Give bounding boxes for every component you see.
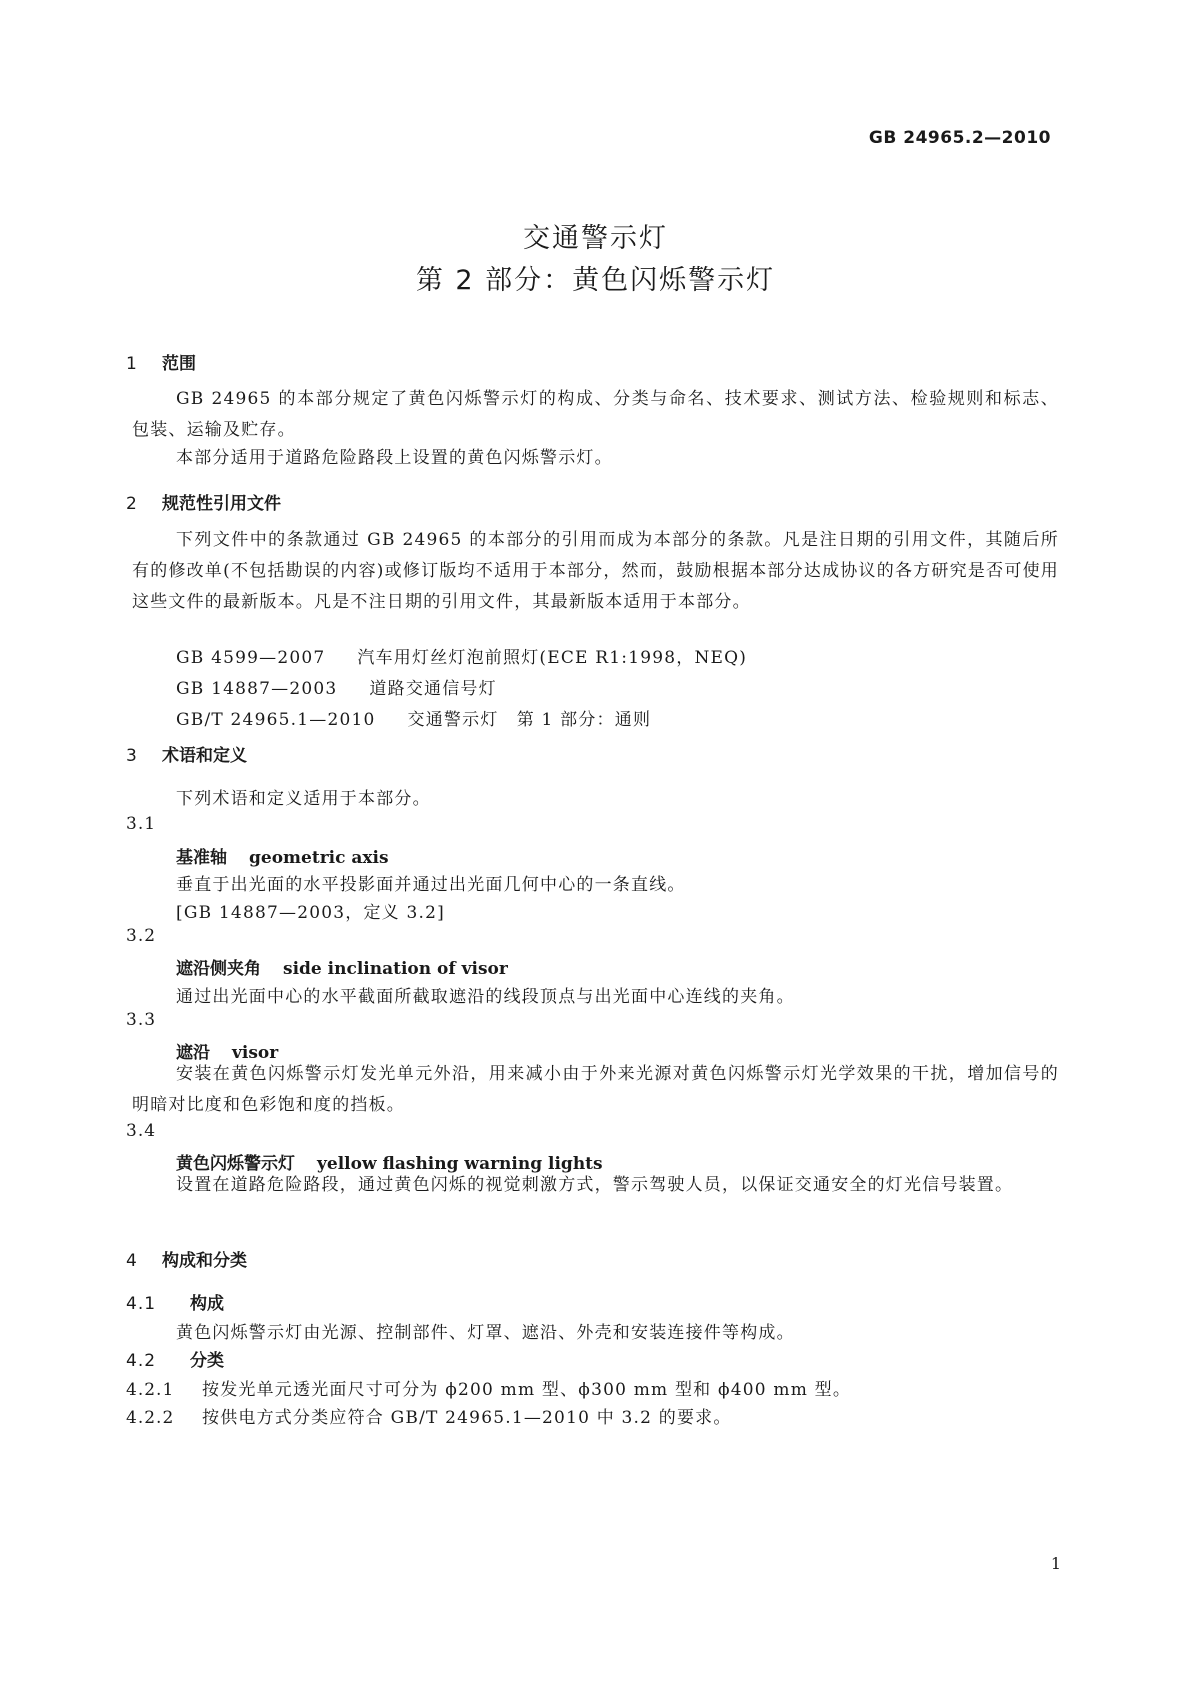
reference-title: 汽车用灯丝灯泡前照灯(ECE R1:1998，NEQ) [357, 648, 748, 668]
reference-item [176, 705, 651, 730]
term-entry [176, 954, 508, 979]
term-number: 3.3 [126, 1010, 157, 1030]
clause-text: 按发光单元透光面尺寸可分为 ϕ200 mm 型、ϕ300 mm 型和 ϕ400 mm 型。 [202, 1380, 852, 1400]
section-3-heading [126, 741, 247, 766]
section-4-heading [126, 1246, 247, 1271]
section-title: 规范性引用文件 [162, 494, 281, 514]
term-number: 3.2 [126, 926, 157, 946]
reference-title: 道路交通信号灯 [369, 679, 497, 699]
term-en: yellow flashing warning lights [317, 1154, 603, 1174]
term-zh: 黄色闪烁警示灯 [176, 1154, 295, 1174]
reference-code: GB 4599—2007 [176, 648, 326, 668]
section-number: 1 [126, 354, 137, 374]
section-number: 3 [126, 746, 137, 766]
paragraph: 黄色闪烁警示灯由光源、控制部件、灯罩、遮沿、外壳和安装连接件等构成。 [176, 1323, 795, 1343]
term-number: 3.1 [126, 814, 157, 834]
reference-title: 交通警示灯 第 1 部分：通则 [407, 710, 652, 730]
term-source: [GB 14887—2003，定义 3.2] [176, 903, 445, 923]
section-title: 术语和定义 [162, 746, 247, 766]
term-entry [176, 843, 389, 868]
term-zh: 遮沿侧夹角 [176, 959, 261, 979]
section-title: 构成和分类 [162, 1251, 247, 1271]
subsection-heading [126, 1289, 224, 1314]
term-en: geometric axis [249, 848, 389, 868]
subsection-title: 分类 [190, 1351, 224, 1371]
subsection-number: 4.1 [126, 1294, 157, 1314]
subsection-number: 4.2 [126, 1351, 157, 1371]
clause [126, 1375, 851, 1400]
section-number: 2 [126, 494, 137, 514]
standard-code: GB 24965.2—2010 [868, 128, 1051, 148]
subsection-heading [126, 1346, 224, 1371]
paragraph: 下列术语和定义适用于本部分。 [176, 789, 431, 809]
term-definition: 垂直于出光面的水平投影面并通过出光面几何中心的一条直线。 [176, 875, 686, 895]
reference-code: GB/T 24965.1—2010 [176, 710, 376, 730]
section-2-heading [126, 489, 281, 514]
title-line-2: 第 2 部分：黄色闪烁警示灯 [415, 265, 776, 296]
subsection-title: 构成 [190, 1294, 224, 1314]
term-definition: 安装在黄色闪烁警示灯发光单元外沿，用来减小由于外来光源对黄色闪烁警示灯光学效果的干扰，增加信号的明暗对比度和色彩饱和度的挡板。 [132, 1064, 1059, 1115]
clause-number: 4.2.1 [126, 1380, 175, 1400]
reference-item [176, 643, 747, 668]
section-title: 范围 [162, 354, 196, 374]
term-number: 3.4 [126, 1121, 157, 1141]
clause-text: 按供电方式分类应符合 GB/T 24965.1—2010 中 3.2 的要求。 [202, 1408, 732, 1428]
paragraph: GB 24965 的本部分规定了黄色闪烁警示灯的构成、分类与命名、技术要求、测试方法、检验规则和标志、包装、运输及贮存。 [132, 389, 1059, 440]
term-definition: 通过出光面中心的水平截面所截取遮沿的线段顶点与出光面中心连线的夹角。 [176, 987, 795, 1007]
page-number: 1 [1050, 1554, 1061, 1573]
term-zh: 遮沿 [176, 1043, 210, 1063]
clause-number: 4.2.2 [126, 1408, 175, 1428]
clause [126, 1403, 732, 1428]
section-1-heading [126, 349, 196, 374]
reference-code: GB 14887—2003 [176, 679, 338, 699]
reference-item [176, 674, 497, 699]
term-zh: 基准轴 [176, 848, 227, 868]
term-en: side inclination of visor [283, 959, 508, 979]
term-en: visor [232, 1043, 279, 1063]
section-number: 4 [126, 1251, 137, 1271]
title-line-1: 交通警示灯 [523, 223, 668, 254]
paragraph: 本部分适用于道路危险路段上设置的黄色闪烁警示灯。 [176, 448, 613, 468]
term-definition: 设置在道路危险路段，通过黄色闪烁的视觉刺激方式，警示驾驶人员，以保证交通安全的灯光信号装置。 [176, 1175, 1014, 1195]
paragraph: 下列文件中的条款通过 GB 24965 的本部分的引用而成为本部分的条款。凡是注日期的引用文件，其随后所有的修改单(不包括勘误的内容)或修订版均不适用于本部分，然而，鼓励根据本部分达成协议的各方研究是否可使用这些文件的最新版本。凡是不注日期的引用文件，其最新版本适用于本部分。 [132, 530, 1059, 612]
